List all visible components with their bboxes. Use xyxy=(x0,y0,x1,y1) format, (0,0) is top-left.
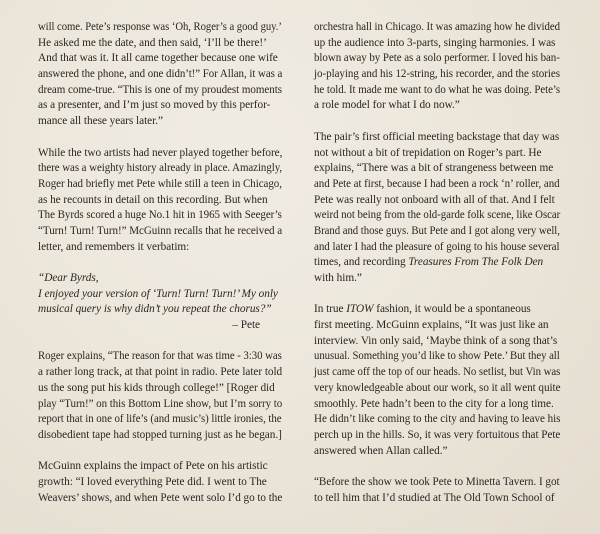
letter-signature: – Pete xyxy=(232,319,260,332)
text-line: orchestra hall in Chicago. It was amazing how he divided xyxy=(314,21,560,33)
text-line: blown away by Pete as a solo performer. I loved his ban- xyxy=(314,52,560,65)
text-line: there was a weighty history already in place. Amazingly, xyxy=(38,162,283,175)
text-line: weird not being from the old-garde folk scene, like Oscar xyxy=(314,209,561,222)
text-line: smoothly. Pete hadn’t been to the city for a long time. xyxy=(314,397,554,410)
text-line: And that was it. It all came together because one wife xyxy=(38,52,278,65)
text-line: “Turn! Turn! Turn!” McGuinn recalls that he received a xyxy=(38,224,283,237)
text-line: The Byrds scored a huge No.1 hit in 1965 with Seeger’s xyxy=(38,209,282,222)
text-line: will come. Pete’s response was ‘Oh, Roger’s a good guy.’ xyxy=(38,21,282,33)
text-line: mance all these years later.” xyxy=(38,115,163,128)
text-line: not without a bit of trepidation on Roger’s part. He xyxy=(314,146,542,159)
paragraph-2 xyxy=(38,146,282,256)
text-line: as he recounts in detail on this recording. But when xyxy=(38,193,268,206)
letter-line: musical query is why didn’t you repeat the chorus?” xyxy=(38,303,272,316)
text-line: jo-playing and his 12-string, his recorder, and the stories xyxy=(314,68,560,81)
text-span: fashion, it would be a spontaneous xyxy=(373,303,531,316)
text-line: report that in one of life’s (and music’s) little ironies, the xyxy=(38,413,282,426)
text-line: Pete was really not onboard with all of that. And I felt xyxy=(314,193,555,206)
text-line: McGuinn explains the impact of Pete on his artistic xyxy=(38,460,268,473)
text-line: “Before the show we took Pete to Minetta Tavern. I got xyxy=(314,475,560,488)
text-line: dream come-true. “This is one of my proudest moments xyxy=(38,83,282,96)
text-line: very knowledgeable about our work, so it all went quite xyxy=(314,381,561,394)
text-line: He asked me the date, and then said, ‘I’ll be there!’ xyxy=(38,36,267,49)
text-line: to tell him that I’d studied at The Old Town School of xyxy=(314,491,555,504)
text-line: interview. Vin only said, ‘Maybe think of a song that’s xyxy=(314,334,558,347)
text-line: The pair’s first official meeting backstage that day was xyxy=(314,130,560,143)
text-line: as a presenter, and I’m just so moved by this perfor- xyxy=(38,99,271,112)
paragraph-6 xyxy=(314,130,560,287)
text-line: Weavers’ shows, and when Pete went solo I’d go to the xyxy=(38,491,283,504)
text-line: first meeting. McGuinn explains, “It was just like an xyxy=(314,319,549,332)
text-line: He didn’t like coming to the city and having to leave his xyxy=(314,413,561,426)
text-line xyxy=(314,302,560,318)
text-line: just came off the top of our heads. No setlist, but Vin was xyxy=(314,366,561,379)
text-line: While the two artists had never played together before, xyxy=(38,146,283,159)
letter-line: I enjoyed your version of ‘Turn! Turn! Turn!’ My only xyxy=(38,287,278,300)
text-line xyxy=(314,255,560,271)
text-span: times, and recording xyxy=(314,256,409,269)
text-line: up the audience into 3-parts, singing harmonies. I was xyxy=(314,36,556,49)
text-span: In true xyxy=(314,303,347,316)
text-line: Roger explains, “The reason for that was time - 3:30 was xyxy=(38,350,282,363)
paragraph-3 xyxy=(38,349,282,443)
text-line: he told. It made me want to do what he was doing. Pete’s xyxy=(314,83,561,96)
text-line: unusual. Something you’d like to show Pete.’ But they all xyxy=(314,350,560,363)
text-line: and later I had the pleasure of going to his house several xyxy=(314,240,560,253)
text-line: Brand and those guys. But Pete and I got along very well, xyxy=(314,224,560,237)
quoted-letter xyxy=(38,271,282,334)
paragraph-8 xyxy=(314,475,560,506)
album-title: Treasures From The Folk Den xyxy=(408,256,544,269)
letter-line: “Dear Byrds, xyxy=(38,272,99,284)
paragraph-5 xyxy=(314,20,560,114)
text-line: disobedient tape had stopped turning just as he began.] xyxy=(38,428,282,441)
paragraph-4 xyxy=(38,459,282,506)
paragraph-7 xyxy=(314,302,560,459)
text-line: explains, “There was a bit of strangeness between me xyxy=(314,162,554,175)
text-line: us the song put his kids through college!” [Roger did xyxy=(38,381,275,394)
left-column xyxy=(38,20,282,506)
text-line: Roger had briefly met Pete while still a teen in Chicago, xyxy=(38,177,282,190)
text-line: play “Turn!” on this Bottom Line show, but I’m sorry to xyxy=(38,397,283,410)
show-title: ITOW xyxy=(346,303,374,316)
text-line: perch up in the hills. So, it was very fortuitous that Pete xyxy=(314,428,561,441)
text-line: answered when Allan called.” xyxy=(314,444,448,457)
text-line: with him.” xyxy=(314,272,362,284)
paragraph-1 xyxy=(38,20,282,130)
text-line: answered the phone, and one didn’t!” For Allan, it was a xyxy=(38,68,283,81)
right-column xyxy=(314,20,560,506)
text-line: a role model for what I do now.” xyxy=(314,99,460,112)
text-line: a rather long track, at that point in radio. Pete later told xyxy=(38,366,283,379)
text-line: and Pete at first, because I had been a rock ‘n’ roller, and xyxy=(314,177,560,190)
text-line: growth: “I loved everything Pete did. I went to The xyxy=(38,475,267,488)
text-line: letter, and remembers it verbatim: xyxy=(38,240,190,253)
